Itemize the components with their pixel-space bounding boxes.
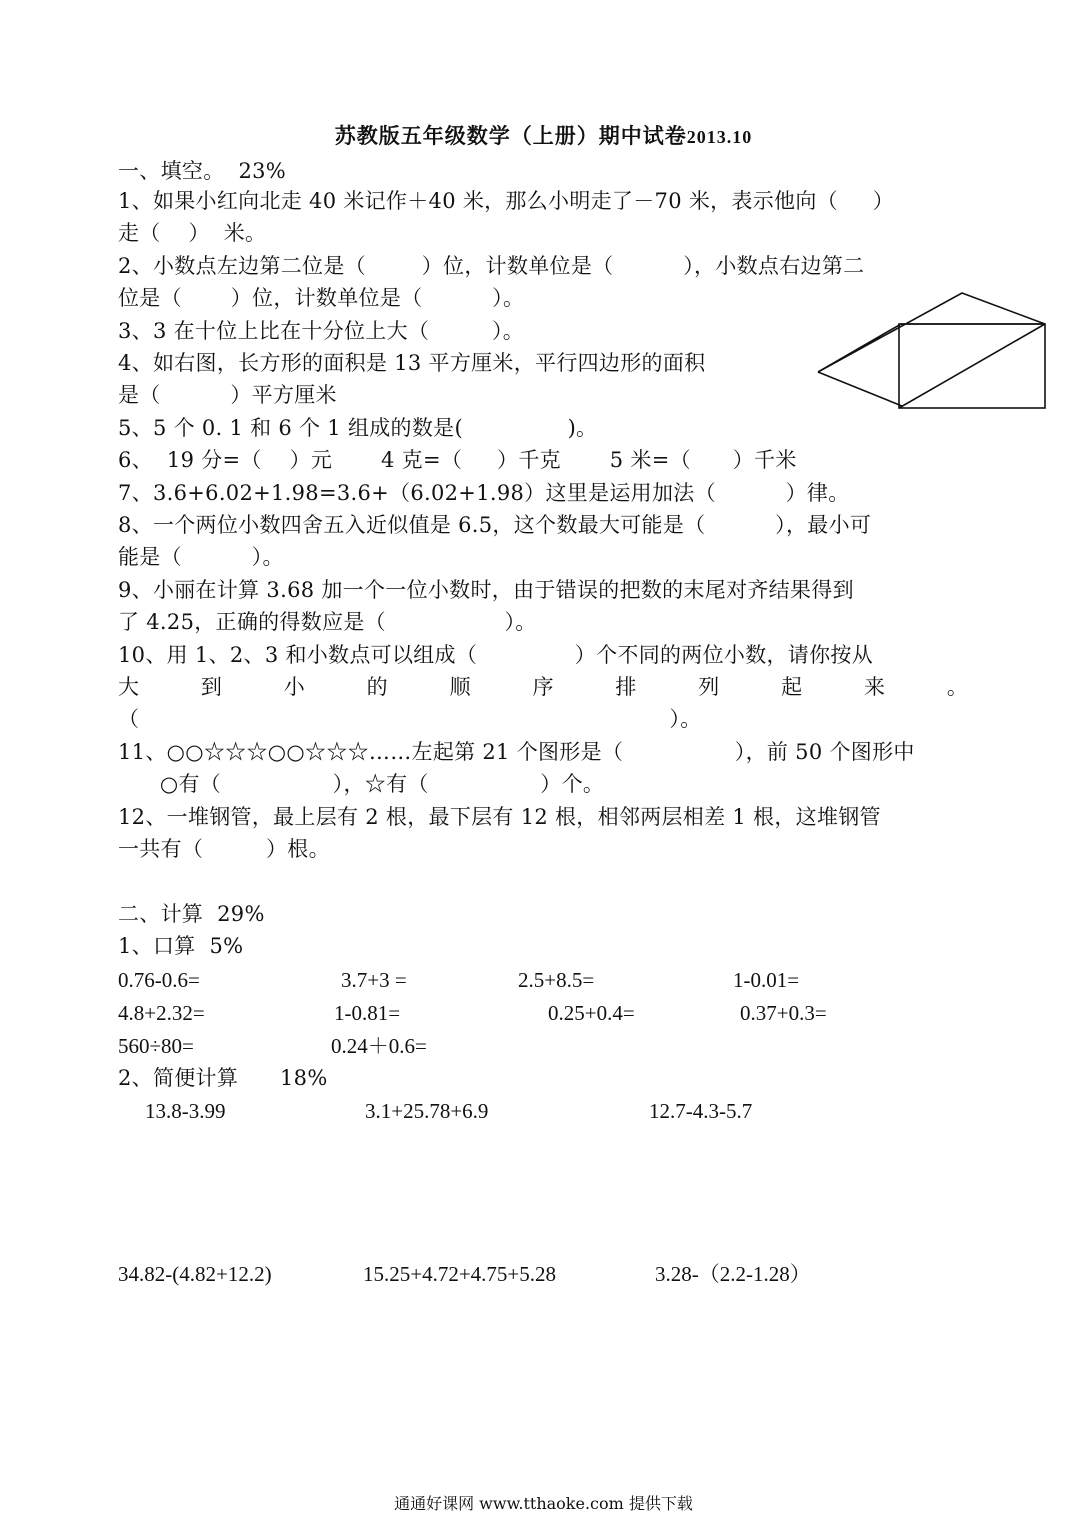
question-line: 5、5 个 0. 1 和 6 个 1 组成的数是( )。 (118, 416, 598, 440)
simple-calc-heading: 2、简便计算 18% (118, 1066, 328, 1090)
q10-char: 到 (200, 675, 222, 699)
question-line: 10、用 1、2、3 和小数点可以组成（ ）个不同的两位小数，请你按从 (118, 643, 874, 667)
question-line: 4、如右图，长方形的面积是 13 平方厘米，平行四边形的面积 (118, 351, 706, 375)
oral-problem: 560÷80= (118, 1034, 194, 1058)
question-line: 一共有（ ）根。 (118, 837, 330, 861)
simple-problem: 3.1+25.78+6.9 (365, 1099, 489, 1123)
question-line: 7、3.6+6.02+1.98=3.6+（6.02+1.98）这里是运用加法（ ）律。 (118, 481, 850, 505)
q10-spread-line (118, 673, 968, 701)
question-line: ○有（ ），☆有（ ）个。 (118, 772, 605, 796)
simple-problem: 15.25+4.72+4.75+5.28 (363, 1262, 557, 1286)
oral-problem: 1-0.81= (334, 1001, 401, 1025)
parallelogram-top-outline (818, 293, 1045, 372)
oral-problem: 2.5+8.5= (518, 968, 595, 992)
oral-problem: 4.8+2.32= (118, 1001, 205, 1025)
footer-credit: 通通好课网 www.tthaoke.com 提供下载 (394, 1494, 693, 1513)
section2-heading: 二、计算 29% (118, 902, 265, 926)
question-line: 12、一堆钢管，最上层有 2 根，最下层有 12 根，相邻两层相差 1 根，这堆钢管 (118, 805, 881, 829)
q10-char: 。 (946, 675, 968, 699)
parallelogram-lower-edge (818, 372, 902, 406)
question-line: 了 4.25，正确的得数应是（ ）。 (118, 610, 537, 634)
oral-problem: 1-0.01= (733, 968, 800, 992)
q10-char: 起 (781, 675, 803, 699)
question-line: 8、一个两位小数四舍五入近似值是 6.5，这个数最大可能是（ ），最小可 (118, 513, 872, 537)
oral-problem: 3.7+3 = (341, 968, 407, 992)
title-main: 苏教版五年级数学（上册）期中试卷 (334, 123, 687, 148)
simple-problem: 13.8-3.99 (145, 1099, 226, 1123)
q10-char: 的 (366, 675, 388, 699)
oral-problem: 0.25+0.4= (548, 1001, 635, 1025)
question-line: 能是（ ）。 (118, 545, 284, 569)
oral-problem: 0.24＋0.6= (331, 1034, 427, 1058)
q10-char: 大 (118, 675, 139, 699)
question-line: （ ）。 (118, 707, 702, 731)
q10-char: 小 (283, 675, 305, 699)
title-date: 2013.10 (686, 127, 753, 147)
question-line: 3、3 在十位上比在十分位上大（ ）。 (118, 319, 525, 343)
q10-char: 列 (698, 675, 720, 699)
question-line: 是（ ）平方厘米 (118, 383, 337, 407)
q10-char: 顺 (449, 675, 471, 699)
diagonal-line (899, 324, 1045, 408)
simple-problem: 12.7-4.3-5.7 (649, 1099, 753, 1123)
question-line: 6、 19 分=（ ）元 4 克=（ ）千克 5 米=（ ）千米 (118, 448, 797, 472)
question-line: 1、如果小红向北走 40 米记作＋40 米，那么小明走了－70 米，表示他向（ ） (118, 189, 895, 213)
oral-problem: 0.76-0.6= (118, 968, 200, 992)
oral-calc-heading: 1、口算 5% (118, 934, 244, 958)
question-line: 走（ ） 米。 (118, 221, 267, 245)
question-line: 位是（ ）位，计数单位是（ ）。 (118, 286, 525, 310)
question-line: 9、小丽在计算 3.68 加一个一位小数时，由于错误的把数的末尾对齐结果得到 (118, 578, 854, 602)
q10-char: 排 (615, 675, 637, 699)
q10-char: 来 (864, 675, 886, 699)
simple-problem: 34.82-(4.82+12.2) (118, 1262, 272, 1286)
oral-problem: 0.37+0.3= (740, 1001, 827, 1025)
exam-title (0, 122, 1087, 151)
question-line: 2、小数点左边第二位是（ ）位，计数单位是（ ），小数点右边第二 (118, 254, 865, 278)
question-line: 11、○○☆☆☆○○☆☆☆……左起第 21 个图形是（ ），前 50 个图形中 (118, 740, 915, 764)
rectangle-parallelogram-figure (812, 288, 1052, 414)
q10-char: 序 (532, 675, 554, 699)
simple-problem: 3.28-（2.2-1.28） (655, 1262, 811, 1286)
section1-heading: 一、填空。 23% (118, 159, 287, 183)
